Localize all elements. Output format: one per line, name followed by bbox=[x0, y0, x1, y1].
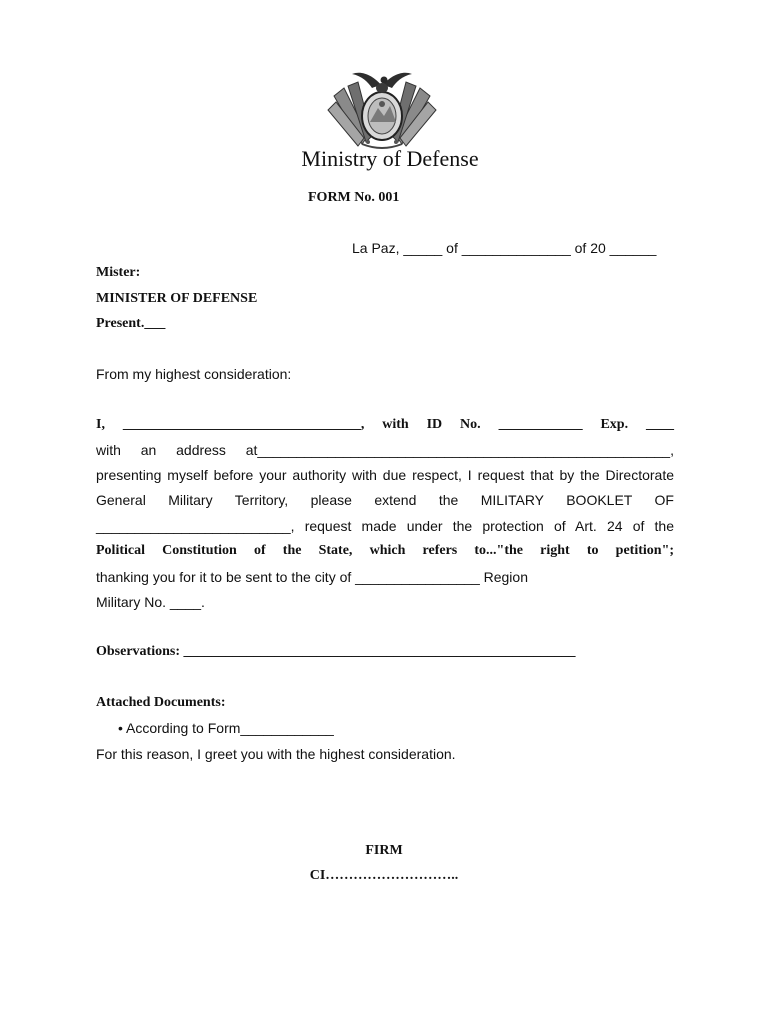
body-line-4: General Military Territory, please extend the MILITARY BOOKLET OF bbox=[96, 492, 674, 508]
ministry-title: Ministry of Defense bbox=[301, 146, 479, 171]
present-line: Present.___ bbox=[96, 316, 166, 331]
body-line-5: _________________________, request made under the protection of Art. 24 of the bbox=[96, 518, 674, 534]
greeting: From my highest consideration: bbox=[96, 366, 292, 382]
signature-ci: CI……………………….. bbox=[309, 868, 459, 883]
signature-firm: FIRM bbox=[365, 843, 403, 858]
body-line-2: with an address at_____________________________________________________, bbox=[96, 442, 674, 458]
form-number: FORM No. 001 bbox=[308, 190, 400, 205]
body-line-3: presenting myself before your authority with due respect, I request that by the Directorate bbox=[96, 467, 674, 483]
coat-of-arms-icon bbox=[322, 56, 442, 152]
body-line-1: I, __________________________________, with ID No. ____________ Exp. ____ bbox=[96, 417, 674, 432]
attached-heading: Attached Documents: bbox=[96, 695, 226, 710]
observations-line: Observations: ________________________________________________________ bbox=[96, 644, 576, 659]
salutation: Mister: bbox=[96, 265, 141, 280]
body-line-7: thanking you for it to be sent to the city of ________________ Region bbox=[96, 569, 528, 585]
closing-line: For this reason, I greet you with the highest consideration. bbox=[96, 746, 456, 762]
attached-item: • According to Form____________ bbox=[118, 720, 334, 736]
recipient: MINISTER OF DEFENSE bbox=[96, 291, 258, 306]
date-line: La Paz, _____ of ______________ of 20 ______ bbox=[352, 240, 657, 256]
body-line-6: Political Constitution of the State, which refers to..."the right to petition"; bbox=[96, 543, 674, 558]
body-line-8: Military No. ____. bbox=[96, 594, 205, 610]
